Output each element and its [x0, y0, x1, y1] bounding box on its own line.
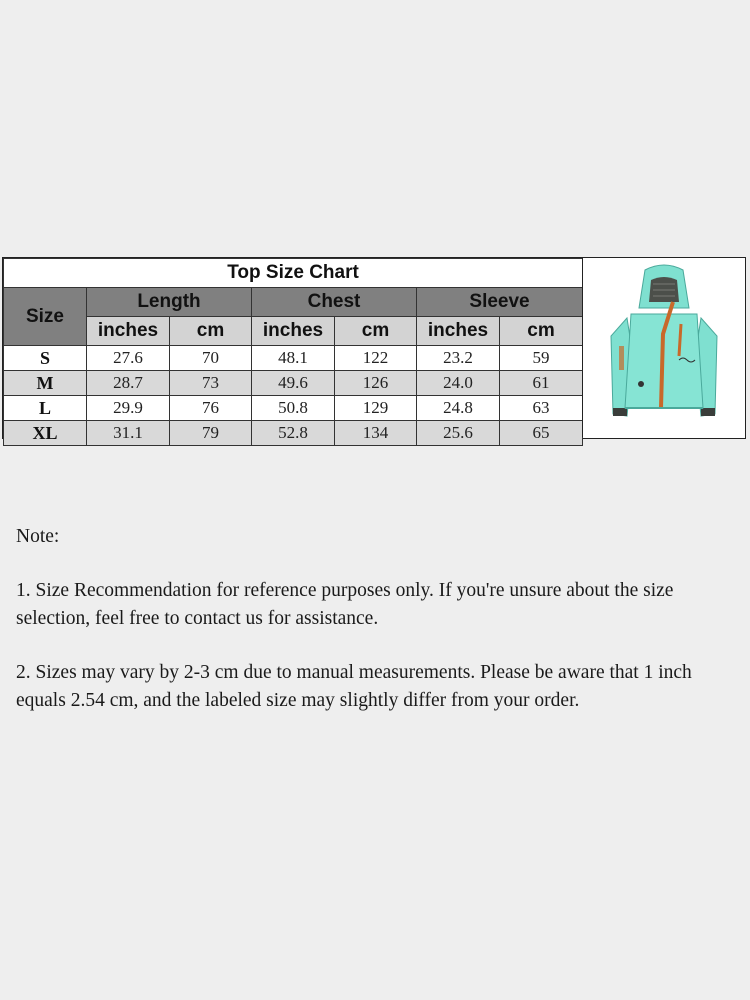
table-cell: 126 [335, 371, 417, 396]
table-cell: 63 [500, 396, 583, 421]
table-cell: 27.6 [87, 346, 170, 371]
table-cell: 61 [500, 371, 583, 396]
table-cell: 49.6 [252, 371, 335, 396]
chest-header: Chest [252, 288, 417, 317]
table-cell: 70 [170, 346, 252, 371]
note-heading: Note: [16, 526, 60, 547]
unit-header: inches [417, 317, 500, 346]
sleeve-header: Sleeve [417, 288, 583, 317]
table-row [4, 421, 583, 446]
table-cell: 25.6 [417, 421, 500, 446]
table-cell: 73 [170, 371, 252, 396]
table-cell: 59 [500, 346, 583, 371]
table-cell: 79 [170, 421, 252, 446]
unit-header: cm [170, 317, 252, 346]
table-cell: 28.7 [87, 371, 170, 396]
size-label: XL [4, 421, 87, 446]
notes-section [16, 523, 746, 715]
size-chart [2, 257, 746, 443]
table-cell: 52.8 [252, 421, 335, 446]
table-row [4, 396, 583, 421]
size-column-header: Size [4, 288, 87, 346]
unit-header: cm [335, 317, 417, 346]
table-cell: 122 [335, 346, 417, 371]
table-title: Top Size Chart [4, 259, 583, 288]
table-cell: 23.2 [417, 346, 500, 371]
unit-header: cm [500, 317, 583, 346]
jacket-illustration [583, 258, 745, 437]
table-cell: 76 [170, 396, 252, 421]
table-cell: 48.1 [252, 346, 335, 371]
unit-header: inches [87, 317, 170, 346]
size-label: L [4, 396, 87, 421]
table-row [4, 371, 583, 396]
size-label: M [4, 371, 87, 396]
table-row [4, 346, 583, 371]
table-cell: 29.9 [87, 396, 170, 421]
table-cell: 31.1 [87, 421, 170, 446]
unit-header: inches [252, 317, 335, 346]
product-image [582, 258, 745, 437]
size-table [3, 258, 583, 446]
table-cell: 24.0 [417, 371, 500, 396]
table-cell: 65 [500, 421, 583, 446]
note-item: 1. Size Recommendation for reference purposes only. If you're unsure about the size selection, feel free to contact us for assistance. [16, 580, 674, 629]
length-header: Length [87, 288, 252, 317]
size-label: S [4, 346, 87, 371]
table-cell: 24.8 [417, 396, 500, 421]
table-cell: 129 [335, 396, 417, 421]
table-cell: 134 [335, 421, 417, 446]
table-cell: 50.8 [252, 396, 335, 421]
note-item: 2. Sizes may vary by 2-3 cm due to manual measurements. Please be aware that 1 inch equals 2.54 cm, and the labeled size may slightly differ from your order. [16, 662, 692, 711]
